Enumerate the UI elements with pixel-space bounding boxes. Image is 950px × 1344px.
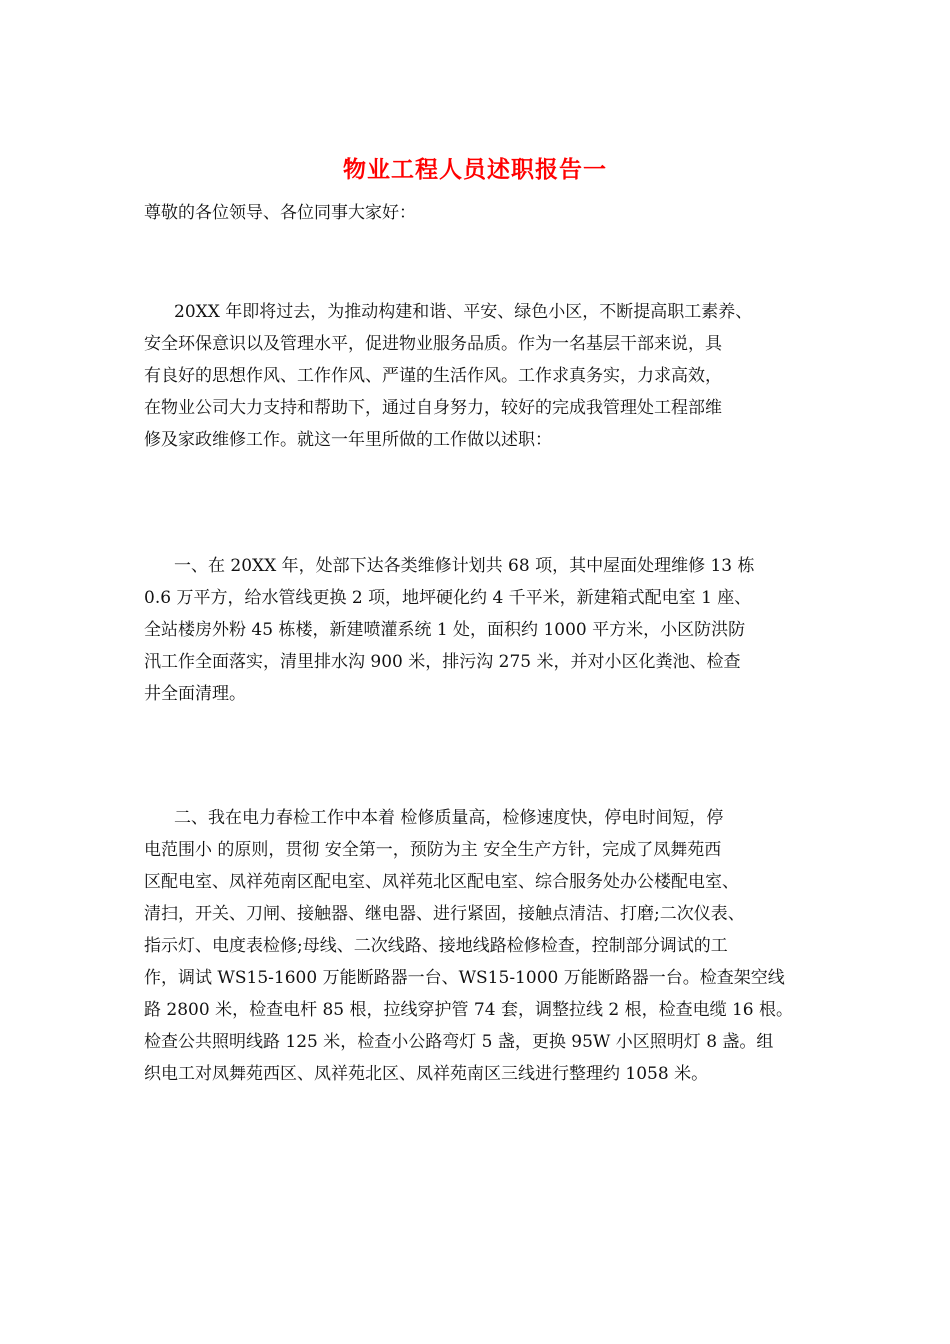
paragraph-line: 修及家政维修工作。就这一年里所做的工作做以述职： (144, 430, 552, 450)
paragraph-line: 一、在 20XX 年，处部下达各类维修计划共 68 项，其中屋面处理维修 13 栋 (174, 556, 755, 576)
paragraph-line: 电范围小 的原则，贯彻 安全第一，预防为主 安全生产方针，完成了凤舞苑西 (144, 840, 722, 860)
paragraph-line: 指示灯、电度表检修;母线、二次线路、接地线路检修检查，控制部分调试的工 (144, 936, 728, 956)
paragraph-section-one (144, 550, 834, 710)
paragraph-line: 安全环保意识以及管理水平，促进物业服务品质。作为一名基层干部来说，具 (144, 334, 722, 354)
paragraph-line: 路 2800 米，检查电杆 85 根，拉线穿护管 74 套，调整拉线 2 根，检查电缆 16 根。 (144, 1000, 794, 1020)
paragraph-line: 有良好的思想作风、工作作风、严谨的生活作风。工作求真务实，力求高效， (144, 366, 722, 386)
paragraph-line: 二、我在电力春检工作中本着 检修质量高，检修速度快，停电时间短，停 (174, 808, 724, 828)
paragraph-line: 检查公共照明线路 125 米，检查小公路弯灯 5 盏，更换 95W 小区照明灯 8 盏。组 (144, 1032, 774, 1052)
paragraph-line: 区配电室、凤祥苑南区配电室、凤祥苑北区配电室、综合服务处办公楼配电室、 (144, 872, 739, 892)
paragraph-line: 全站楼房外粉 45 栋楼，新建喷灌系统 1 处，面积约 1000 平方米，小区防洪防 (144, 620, 746, 640)
paragraph-line: 作，调试 WS15-1600 万能断路器一台、WS15-1000 万能断路器一台。检查架空线 (144, 968, 785, 988)
paragraph-line: 20XX 年即将过去，为推动构建和谐、平安、绿色小区，不断提高职工素养、 (174, 302, 753, 322)
paragraph-line: 汛工作全面落实，清里排水沟 900 米，排污沟 275 米，并对小区化粪池、检查 (144, 652, 741, 672)
document-title: 物业工程人员述职报告一 (343, 156, 607, 183)
paragraph-line: 在物业公司大力支持和帮助下，通过自身努力，较好的完成我管理处工程部维 (144, 398, 722, 418)
paragraph-line: 井全面清理。 (144, 684, 246, 704)
paragraph-section-two (144, 802, 834, 1090)
paragraph-line: 清扫，开关、刀闸、接触器、继电器、进行紧固，接触点清洁、打磨;二次仪表、 (144, 904, 745, 924)
paragraph-line: 织电工对凤舞苑西区、凤祥苑北区、凤祥苑南区三线进行整理约 1058 米。 (144, 1064, 709, 1084)
greeting-line: 尊敬的各位领导、各位同事大家好： (144, 203, 416, 223)
paragraph-line: 0.6 万平方，给水管线更换 2 项，地坪硬化约 4 千平米，新建箱式配电室 1 座、 (144, 588, 752, 608)
paragraph-intro (144, 296, 834, 456)
